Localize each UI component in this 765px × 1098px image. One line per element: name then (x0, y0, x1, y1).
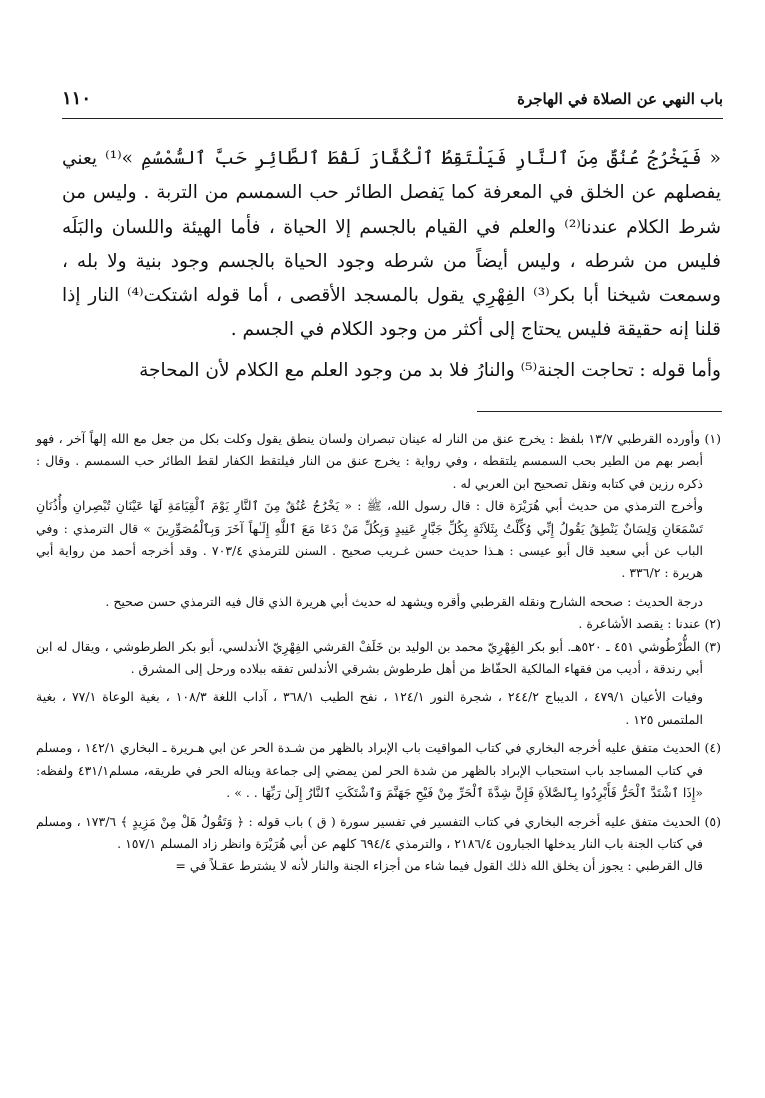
page-number: ١١٠ (62, 88, 92, 109)
footnotes (36, 428, 721, 878)
footnote-separator (477, 411, 722, 412)
page-header (62, 88, 723, 119)
footnote-5: (٥) الحديث متفق عليه أخرجه البخاري في كتاب التفسير في تفسير سورة ( ق ) باب قوله : ﴿ وَتَقُولُ هَلْ مِنْ مَزِيدٍ ﴾ ١٧٣/٦ ، ومسلم في كتاب الجنة باب النار يدخلها الجبارون ٢١٨٦/٤ ، والترمذي ٦٩٤/٤ كلهم عن أبي هُرَيْرَة وانظر زاد المسلم ١٥٧/١ . (36, 813, 721, 851)
footnote-1-grade: درجة الحديث : صححه الشارح ونقله القرطبي وأقره ويشهد له حديث أبي هريرة الذي قال فيه الترمذي حسن صحيح . (105, 593, 703, 609)
footnote-1-tirmidhi: وأخرج الترمذي من حديث أبي هُرَيْرَة قال : قال رسول الله، ﷺ : « يَخْرُجُ عُنُقٌ مِنَ ٱلنَّارِ يَوْمَ ٱلْقِيَامَةِ لَهَا عَيْنَانِ تُبْصِرانِ وأُذُنَانِ تَسْمَعَانِ وَلِسَانٌ يَنْطِقُ يَقُولُ إِنِّي وُكِّلْتُ بِثَلاَثَةٍ بِكُلِّ جَبَّارٍ عَنِيدٍ وَبِكُلِّ مَنْ دَعَا مَعَ ٱللَّهِ إِلَـٰهاً آخَرَ وَبِٱلْمُصَوِّرِينَ » قال الترمذي : وفي الباب عن أبي سعيد قال أبو عيسى : هـذا حديث حسن غـريب صحيح . السنن للترمذي ٧٠٣/٤ . وقد أخرجه أحمد من رواية أبي هريرة : ٣٣٦/٢ . (36, 498, 703, 581)
footnote-3-sources: وفيات الأعيان ٤٧٩/١ ، الديباج ٢٤٤/٢ ، شجرة النور ١٢٤/١ ، نفح الطيب ٣٦٨/١ ، آداب اللغة ١٠٨/٣ ، بغية الوعاة ٧٧/١ ، بغية الملتمس ١٢٥ . (36, 689, 704, 727)
body-paragraph: وأما قوله : تحاجت الجنة⁽⁵⁾ والنارُ فلا بد من وجود العلم مع الكلام لأن المحاجة (139, 359, 721, 381)
main-text (62, 142, 721, 388)
footnote-4: (٤) الحديث متفق عليه أخرجه البخاري في كتاب المواقيت باب الإبراد بالظهر من شـدة الحر عن ابي هـريرة ـ البخاري ١٤٢/١ ، ومسلم في كتاب المساجد باب استحباب الإبراد بالظهر من شدة الحر لمن يمضي إلى جماعة ويناله الحر في طريقه، مسلم٤٣١/١ ولفظه: «إِذَا ٱشْتَدَّ ٱلْحَرُّ فَأَبْرِدُوا بِٱلصَّلاَةِ فَإِنَّ شِدَّةَ ٱلْحَرِّ مِنْ فَيْحِ جَهَنَّمَ وَٱشْتَكَتِ ٱلنَّارُ إِلَىٰ رَبِّهَا . . » . (36, 740, 721, 801)
footnote-2: (٢) عندنا : يقصد الأشاعرة . (578, 616, 721, 632)
footnote-5-qurtubi: قال القرطبي : يجوز أن يخلق الله ذلك القول فيما شاء من أجزاء الجنة والنار لأنه لا يشترط عقـلاً في = (175, 858, 703, 874)
footnote-3: (٣) الطُّرْطُوشي ٤٥١ ـ ٥٢٠هـ. أبو بكر الفِهْرِيّ محمد بن الوليد بن خَلَفْ القرشي الفِهْرِيّ الأندلسي، أبو بكر الطرطوشي ، ويقال له ابن أبي رندقة ، أديب من فقهاء المالكية الحفّاظ من أهل طرطوش بشرقي الأندلس تفقه ببلاده ورحل إلى المشرق . (36, 638, 721, 677)
footnote-1: (١) وأورده القرطبي ١٣/٧ بلفظ : يخرج عنق من النار له عينان تبصران ولسان ينطق يقول وكلت بكل من جعل مع الله إلهاً آخر ، فهو أبصر بهم من الطير بحب السمسم يلتقطه ، وفي رواية : يخرج عنق من النار فيلتقط الكفار لقط الطائر حب السمسم . وقال : ذكره رزين في كتابه ونقل تصحيح ابن العربي له . (36, 431, 721, 491)
body-paragraph: « فَيَخْرُجُ عُنُقٌ مِنَ ٱلنَّارِ فَيَلْتَقِطُ ٱلْكُفَّارَ لَقْطَ ٱلطَّائِرِ حَبَّ ٱلسُّمْسُمِ »⁽¹⁾ يعني يفصلهم عن الخلق في المعرفة كما يَفصل الطائر حب السمسم من التربة . وليس من شرط الكلام عندنا⁽²⁾ والعلم في القيام بالجسم إلا الحياة ، فأما الهيئة واللسان والبَلَه فليس من شرطه ، وليس أيضاً من شرطه وجود الحياة بالجسم وجود بنية ولا بله ، وسمعت شيخنا أبا بكر⁽³⁾ الفِهْرِي يقول بالمسجد الأقصى ، أما قوله اشتكت⁽⁴⁾ النار إذا قلنا إنه حقيقة فليس يحتاج إلى أكثر من وجود الكلام في الجسم . (62, 148, 721, 341)
chapter-title: باب النهي عن الصلاة في الهاجرة (517, 90, 723, 108)
